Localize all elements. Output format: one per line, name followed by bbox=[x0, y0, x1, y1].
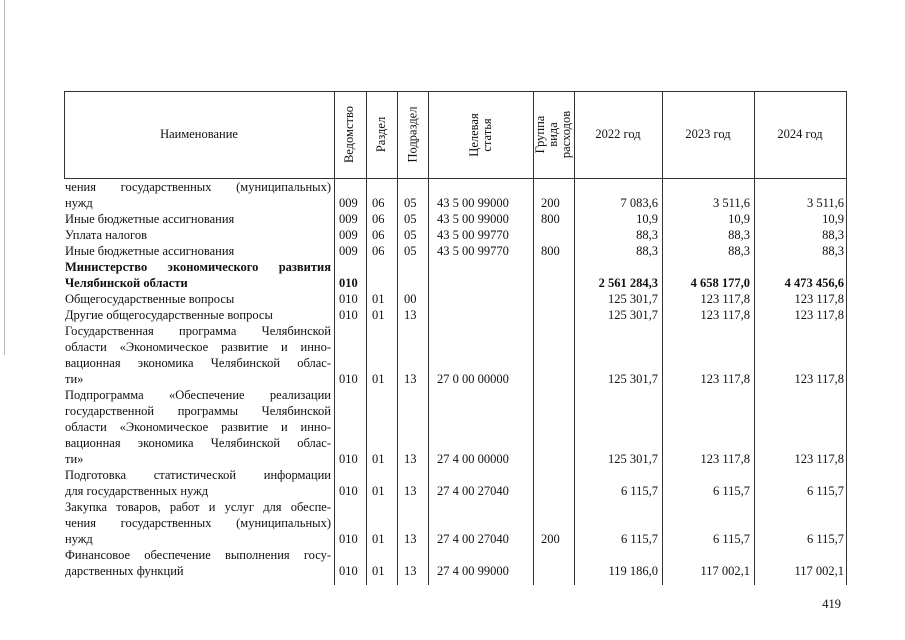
cell-2022: 125 301,7 bbox=[608, 372, 658, 386]
cell-vedomstvo: 009 bbox=[339, 244, 358, 258]
row-name bbox=[65, 547, 331, 579]
row-name-line: Финансовое обеспечение выполнения госу- bbox=[65, 548, 331, 562]
cell-2023: 3 511,6 bbox=[712, 196, 750, 210]
cell-2024: 88,3 bbox=[822, 228, 844, 242]
row-name bbox=[65, 499, 331, 547]
row-name bbox=[65, 179, 331, 211]
row-name-line: области «Экономическое развитие и инно- bbox=[65, 340, 331, 354]
cell-2023: 123 117,8 bbox=[700, 452, 750, 466]
cell-podrazdel: 13 bbox=[404, 372, 417, 386]
cell-podrazdel: 00 bbox=[404, 292, 417, 306]
cell-2023: 123 117,8 bbox=[700, 292, 750, 306]
table-row bbox=[0, 547, 905, 579]
header-razdel: Раздел bbox=[374, 116, 389, 153]
table-row bbox=[0, 259, 905, 291]
cell-podrazdel: 05 bbox=[404, 212, 417, 226]
row-name bbox=[65, 307, 331, 323]
cell-2024: 123 117,8 bbox=[794, 372, 844, 386]
cell-razdel: 01 bbox=[372, 452, 385, 466]
cell-podrazdel: 13 bbox=[404, 564, 417, 578]
row-name bbox=[65, 211, 331, 227]
cell-celevaya: 27 0 00 00000 bbox=[437, 372, 509, 386]
cell-2022: 88,3 bbox=[636, 244, 658, 258]
cell-vedomstvo: 010 bbox=[339, 372, 358, 386]
table-row bbox=[0, 467, 905, 499]
cell-2023: 6 115,7 bbox=[712, 484, 750, 498]
row-name-line: Челябинской области bbox=[65, 276, 188, 290]
row-name-line: ти» bbox=[65, 452, 84, 466]
header-name: Наименование bbox=[160, 127, 238, 141]
cell-vedomstvo: 010 bbox=[339, 532, 358, 546]
cell-2022: 10,9 bbox=[636, 212, 658, 226]
row-name-line: Уплата налогов bbox=[65, 228, 147, 242]
cell-celevaya: 43 5 00 99770 bbox=[437, 244, 509, 258]
cell-razdel: 01 bbox=[372, 308, 385, 322]
table-row bbox=[0, 227, 905, 243]
cell-vedomstvo: 010 bbox=[339, 276, 358, 290]
table-row bbox=[0, 323, 905, 387]
table-row bbox=[0, 179, 905, 211]
row-name-line: Подпрограмма «Обеспечение реализации bbox=[65, 388, 331, 402]
cell-2023: 6 115,7 bbox=[712, 532, 750, 546]
cell-2022: 125 301,7 bbox=[608, 308, 658, 322]
table-row bbox=[0, 243, 905, 259]
cell-2022: 88,3 bbox=[636, 228, 658, 242]
cell-vedomstvo: 010 bbox=[339, 564, 358, 578]
cell-vedomstvo: 009 bbox=[339, 212, 358, 226]
cell-gruppa: 200 bbox=[541, 196, 560, 210]
header-2023: 2023 год bbox=[685, 127, 731, 141]
row-name-line: Подготовка статистической информации bbox=[65, 468, 331, 482]
row-name-line: вационная экономика Челябинской облас- bbox=[65, 436, 331, 450]
row-name bbox=[65, 227, 331, 243]
row-name-line: для государственных нужд bbox=[65, 484, 209, 498]
cell-razdel: 06 bbox=[372, 196, 385, 210]
row-name-line: нужд bbox=[65, 196, 93, 210]
cell-celevaya: 43 5 00 99770 bbox=[437, 228, 509, 242]
header-2022: 2022 год bbox=[595, 127, 641, 141]
cell-razdel: 06 bbox=[372, 228, 385, 242]
cell-celevaya: 27 4 00 27040 bbox=[437, 532, 509, 546]
table-row bbox=[0, 499, 905, 547]
cell-2023: 88,3 bbox=[728, 244, 750, 258]
row-name bbox=[65, 467, 331, 499]
cell-2022: 125 301,7 bbox=[608, 452, 658, 466]
row-name bbox=[65, 291, 331, 307]
table-row bbox=[0, 307, 905, 323]
cell-2024: 123 117,8 bbox=[794, 452, 844, 466]
row-name bbox=[65, 323, 331, 387]
header-celevaya: Целевая статья bbox=[466, 112, 494, 157]
row-name bbox=[65, 387, 331, 467]
row-name-line: дарственных функций bbox=[65, 564, 184, 578]
cell-2022: 119 186,0 bbox=[608, 564, 658, 578]
cell-2023: 117 002,1 bbox=[700, 564, 750, 578]
cell-2022: 6 115,7 bbox=[620, 484, 658, 498]
header-gruppa: Группа вида расходов bbox=[533, 110, 574, 159]
cell-2022: 7 083,6 bbox=[620, 196, 658, 210]
cell-razdel: 01 bbox=[372, 564, 385, 578]
cell-razdel: 01 bbox=[372, 484, 385, 498]
cell-vedomstvo: 010 bbox=[339, 484, 358, 498]
cell-podrazdel: 13 bbox=[404, 484, 417, 498]
row-name-line: вационная экономика Челябинской облас- bbox=[65, 356, 331, 370]
cell-podrazdel: 13 bbox=[404, 308, 417, 322]
cell-razdel: 01 bbox=[372, 532, 385, 546]
cell-2024: 88,3 bbox=[822, 244, 844, 258]
row-name-line: нужд bbox=[65, 532, 93, 546]
cell-celevaya: 27 4 00 27040 bbox=[437, 484, 509, 498]
cell-podrazdel: 05 bbox=[404, 228, 417, 242]
cell-celevaya: 27 4 00 00000 bbox=[437, 452, 509, 466]
cell-gruppa: 800 bbox=[541, 244, 560, 258]
row-name-line: Общегосударственные вопросы bbox=[65, 292, 235, 306]
cell-razdel: 06 bbox=[372, 212, 385, 226]
row-name-line: Иные бюджетные ассигнования bbox=[65, 244, 235, 258]
cell-podrazdel: 05 bbox=[404, 244, 417, 258]
row-name-line: Закупка товаров, работ и услуг для обеспе- bbox=[65, 500, 331, 514]
cell-2024: 6 115,7 bbox=[806, 532, 844, 546]
cell-2022: 2 561 284,3 bbox=[598, 276, 658, 290]
header-podrazdel: Подраздел bbox=[405, 106, 419, 163]
header-vedomstvo: Ведомство bbox=[342, 105, 357, 164]
cell-2024: 3 511,6 bbox=[806, 196, 844, 210]
row-name-line: Государственная программа Челябинской bbox=[65, 324, 331, 338]
cell-gruppa: 200 bbox=[541, 532, 560, 546]
cell-2024: 10,9 bbox=[822, 212, 844, 226]
cell-vedomstvo: 009 bbox=[339, 228, 358, 242]
cell-vedomstvo: 010 bbox=[339, 308, 358, 322]
row-name-line: чения государственных (муниципальных) bbox=[65, 180, 331, 194]
row-name-line: государственной программы Челябинской bbox=[65, 404, 331, 418]
row-name-line: Иные бюджетные ассигнования bbox=[65, 212, 235, 226]
row-name-line: Другие общегосударственные вопросы bbox=[65, 308, 273, 322]
row-name-line: чения государственных (муниципальных) bbox=[65, 516, 331, 530]
cell-podrazdel: 13 bbox=[404, 532, 417, 546]
cell-celevaya: 43 5 00 99000 bbox=[437, 196, 509, 210]
cell-2024: 117 002,1 bbox=[794, 564, 844, 578]
cell-vedomstvo: 009 bbox=[339, 196, 358, 210]
cell-celevaya: 27 4 00 99000 bbox=[437, 564, 509, 578]
cell-razdel: 06 bbox=[372, 244, 385, 258]
cell-2024: 123 117,8 bbox=[794, 308, 844, 322]
cell-podrazdel: 05 bbox=[404, 196, 417, 210]
cell-podrazdel: 13 bbox=[404, 452, 417, 466]
cell-2022: 6 115,7 bbox=[620, 532, 658, 546]
cell-gruppa: 800 bbox=[541, 212, 560, 226]
cell-2023: 10,9 bbox=[728, 212, 750, 226]
page-number: 419 bbox=[822, 597, 841, 611]
table-row bbox=[0, 211, 905, 227]
table-row bbox=[0, 291, 905, 307]
cell-2023: 123 117,8 bbox=[700, 308, 750, 322]
cell-razdel: 01 bbox=[372, 372, 385, 386]
cell-razdel: 01 bbox=[372, 292, 385, 306]
cell-2024: 123 117,8 bbox=[794, 292, 844, 306]
cell-2024: 4 473 456,6 bbox=[784, 276, 844, 290]
cell-2023: 123 117,8 bbox=[700, 372, 750, 386]
cell-2023: 4 658 177,0 bbox=[690, 276, 750, 290]
cell-vedomstvo: 010 bbox=[339, 452, 358, 466]
row-name-line: Министерство экономического развития bbox=[65, 260, 331, 274]
cell-2023: 88,3 bbox=[728, 228, 750, 242]
cell-celevaya: 43 5 00 99000 bbox=[437, 212, 509, 226]
row-name bbox=[65, 259, 331, 291]
table-row bbox=[0, 387, 905, 467]
row-name-line: ти» bbox=[65, 372, 84, 386]
row-name bbox=[65, 243, 331, 259]
row-name-line: области «Экономическое развитие и инно- bbox=[65, 420, 331, 434]
header-2024: 2024 год bbox=[777, 127, 823, 141]
cell-2022: 125 301,7 bbox=[608, 292, 658, 306]
cell-vedomstvo: 010 bbox=[339, 292, 358, 306]
cell-2024: 6 115,7 bbox=[806, 484, 844, 498]
